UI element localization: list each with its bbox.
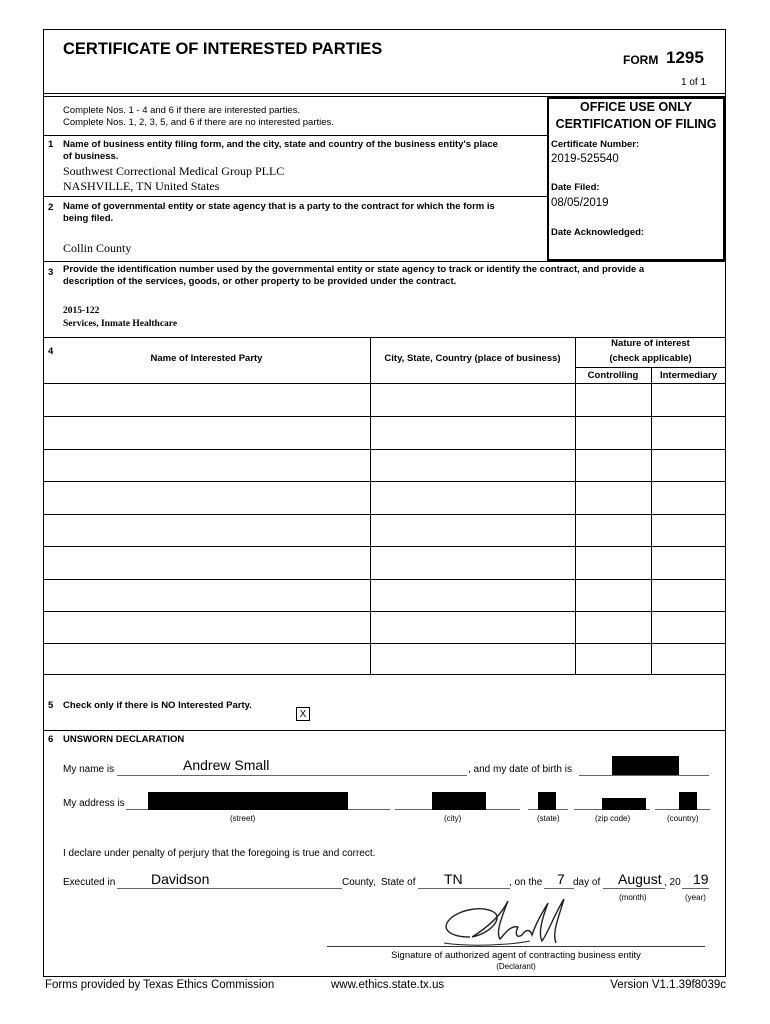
state-value: TN	[444, 871, 463, 887]
form-number: 1295	[666, 48, 704, 67]
section4-number: 4	[48, 346, 54, 357]
redacted-street	[148, 792, 348, 810]
section1-number: 1	[48, 139, 54, 150]
section2-label-1: Name of governmental entity or state agency that is a party to the contract for which the form is	[63, 201, 495, 212]
name-underline	[117, 775, 467, 776]
cert-number-label: Certificate Number:	[551, 139, 640, 150]
redacted-state	[538, 792, 556, 810]
county-value: Davidson	[151, 871, 210, 887]
col-header-nature: Nature of interest	[611, 338, 690, 349]
signature-image	[430, 893, 580, 951]
city-caption: (city)	[444, 814, 462, 823]
state-of-label: State of	[381, 877, 416, 888]
month-caption: (month)	[619, 893, 647, 902]
section1-label-2: of business.	[63, 151, 119, 162]
day-value: 7	[557, 871, 565, 887]
declarant-name: Andrew Small	[183, 757, 270, 773]
country-caption: (country)	[667, 814, 699, 823]
section5-number: 5	[48, 700, 54, 711]
signature-line	[327, 946, 705, 947]
executed-in-label: Executed in	[63, 877, 116, 888]
form-title: CERTIFICATE OF INTERESTED PARTIES	[63, 40, 383, 58]
year-prefix: , 20	[664, 877, 681, 888]
dob-label: , and my date of birth is	[468, 764, 572, 775]
county-underline	[117, 888, 342, 889]
dob-underline	[579, 775, 709, 776]
table-row[interactable]	[43, 416, 726, 448]
business-entity-name: Southwest Correctional Medical Group PLLC	[63, 164, 285, 178]
business-entity-location: NASHVILLE, TN United States	[63, 179, 220, 193]
form-label: FORM	[623, 53, 659, 67]
section5-divider	[43, 674, 726, 675]
on-the-label: , on the	[509, 877, 543, 888]
section3-label-1: Provide the identification number used by the governmental entity or state agency to track or identify the contract, and provide a	[63, 264, 645, 275]
signature-caption: Signature of authorized agent of contracting business entity	[391, 950, 641, 961]
date-filed-value: 08/05/2019	[551, 197, 609, 209]
date-acknowledged-label: Date Acknowledged:	[551, 227, 645, 238]
page-count: 1 of 1	[681, 77, 707, 88]
col-header-controlling: Controlling	[587, 370, 639, 381]
footer-left: Forms provided by Texas Ethics Commission	[45, 979, 275, 991]
certification-title: CERTIFICATION OF FILING	[555, 117, 717, 131]
month-underline	[603, 888, 665, 889]
section2-divider	[43, 196, 547, 197]
table-row[interactable]	[43, 383, 726, 415]
year-caption: (year)	[685, 893, 706, 902]
section6-title: UNSWORN DECLARATION	[63, 734, 185, 745]
section2-label-2: being filed.	[63, 213, 114, 224]
section1-divider	[43, 135, 547, 136]
day-underline	[544, 888, 574, 889]
month-value: August	[618, 871, 662, 887]
section5-label: Check only if there is NO Interested Party.	[63, 700, 252, 711]
table-row[interactable]	[43, 514, 726, 546]
footer-url[interactable]: www.ethics.state.tx.us	[331, 979, 445, 991]
contract-description: Services, Inmate Healthcare	[63, 319, 178, 329]
declaration-statement: I declare under penalty of perjury that the foregoing is true and correct.	[63, 848, 376, 859]
state-underline-exec	[418, 888, 510, 889]
declarant-caption: (Declarant)	[496, 962, 536, 971]
header-divider	[43, 93, 726, 94]
my-address-label: My address is	[63, 798, 125, 809]
table-row[interactable]	[43, 449, 726, 481]
col-header-city: City, State, Country (place of business)	[384, 353, 561, 364]
col-header-name: Name of Interested Party	[150, 353, 263, 364]
table-row[interactable]	[43, 611, 726, 643]
zip-caption: (zip code)	[595, 814, 631, 823]
year-value: 19	[693, 871, 709, 887]
cert-number-value: 2019-525540	[551, 153, 619, 165]
redacted-dob	[612, 756, 679, 775]
office-use-title: OFFICE USE ONLY	[579, 100, 693, 114]
table-row[interactable]	[43, 579, 726, 611]
col-header-intermediary: Intermediary	[659, 370, 718, 381]
table-row[interactable]	[43, 643, 726, 675]
section6-number: 6	[48, 734, 54, 745]
my-name-label: My name is	[63, 764, 115, 775]
section1-label-1: Name of business entity filing form, and the city, state and country of the business entity's place	[63, 139, 498, 150]
section2-number: 2	[48, 202, 54, 213]
governmental-entity-name: Collin County	[63, 241, 132, 255]
table-row[interactable]	[43, 481, 726, 513]
section3-divider	[43, 261, 726, 262]
contract-id: 2015-122	[63, 306, 100, 316]
state-caption: (state)	[537, 814, 560, 823]
day-of-label: day of	[573, 877, 601, 888]
instruction-line-2: Complete Nos. 1, 2, 3, 5, and 6 if there are no interested parties.	[63, 117, 334, 128]
table-row[interactable]	[43, 546, 726, 578]
section3-label-2: description of the services, goods, or other property to be provided under the contract.	[63, 276, 457, 287]
redacted-zip	[602, 798, 646, 810]
no-interested-party-checkbox[interactable]: X	[296, 707, 310, 721]
section3-number: 3	[48, 267, 54, 278]
street-caption: (street)	[230, 814, 256, 823]
year-underline	[682, 888, 709, 889]
redacted-country	[679, 792, 697, 810]
date-filed-label: Date Filed:	[551, 182, 600, 193]
section6-divider	[43, 730, 726, 731]
col-header-check: (check applicable)	[609, 353, 692, 364]
county-label: County,	[342, 877, 376, 888]
redacted-city	[432, 792, 486, 810]
instruction-line-1: Complete Nos. 1 - 4 and 6 if there are interested parties.	[63, 105, 301, 116]
footer-version: Version V1.1.39f8039c	[610, 979, 726, 991]
